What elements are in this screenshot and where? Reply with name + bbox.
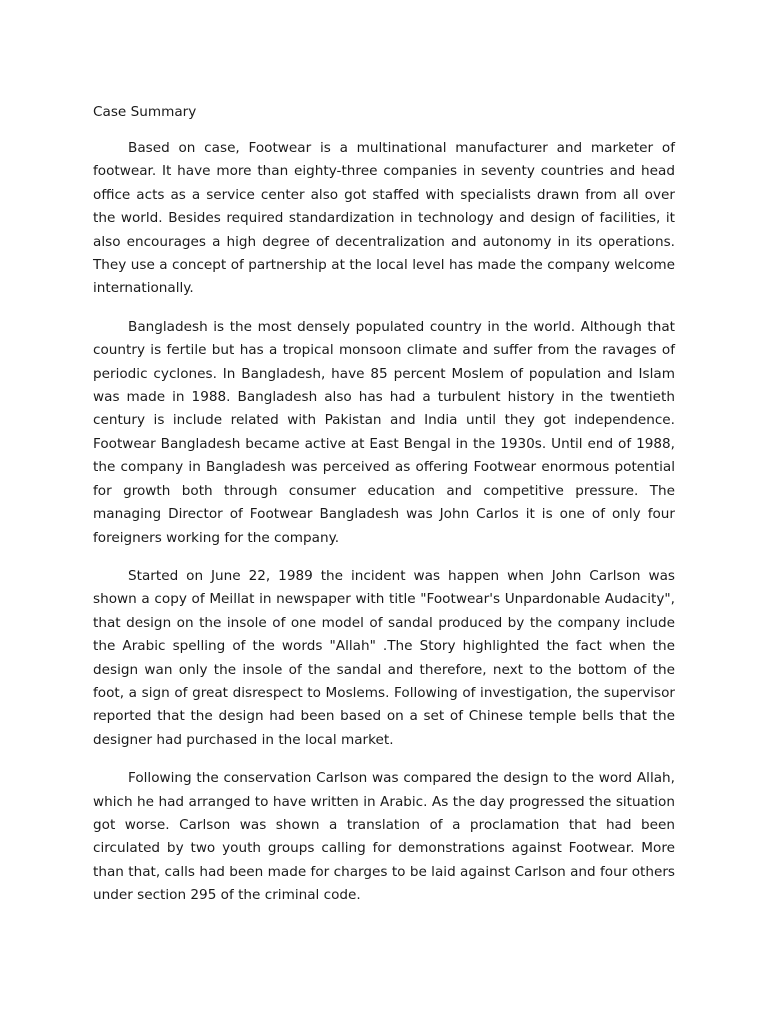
paragraph-incident: Started on June 22, 1989 the incident was happen when John Carlson was shown a copy of Meillat in newspaper with title "Footwear's Unpardonable Audacity", that design on the insole of one model of sandal produced by the company include the Arabic spelling of the words "Allah" .The Story highlighted the fact when the design wan only the insole of the sandal and therefore, next to the bottom of the foot, a sign of great disrespect to Moslems. Following of investigation, the supervisor reported that the design had been based on a set of Chinese temple bells that the designer had purchased in the local market. — [93, 567, 675, 748]
document-body — [93, 102, 675, 923]
paragraph-company-overview: Based on case, Footwear is a multinational manufacturer and marketer of footwear. It have more than eighty-three companies in seventy countries and head office acts as a service center also got staffed with specialists drawn from all over the world. Besides required standardization in technology and design of facilities, it also encourages a high degree of decentralization and autonomy in its operations. They use a concept of partnership at the local level has made the company welcome internationally. — [93, 140, 675, 297]
paragraph-bangladesh-background: Bangladesh is the most densely populated country in the world. Although that country is fertile but has a tropical monsoon climate and suffer from the ravages of periodic cyclones. In Bangladesh, have 85 percent Moslem of population and Islam was made in 1988. Bangladesh also has had a turbulent history in the twentieth century is include related with Pakistan and India until they got independence. Footwear Bangladesh became active at East Bengal in the 1930s. Until end of 1988, the company in Bangladesh was perceived as offering Footwear enormous potential for growth both through consumer education and competitive pressure. The managing Director of Footwear Bangladesh was John Carlos it is one of only four foreigners working for the company. — [93, 318, 675, 546]
paragraph-escalation: Following the conservation Carlson was compared the design to the word Allah, which he had arranged to have written in Arabic. As the day progressed the situation got worse. Carlson was shown a translation of a proclamation that had been circulated by two youth groups calling for demonstrations against Footwear. More than that, calls had been made for charges to be laid against Carlson and four others under section 295 of the criminal code. — [93, 770, 675, 904]
document-heading: Case Summary — [93, 104, 197, 120]
